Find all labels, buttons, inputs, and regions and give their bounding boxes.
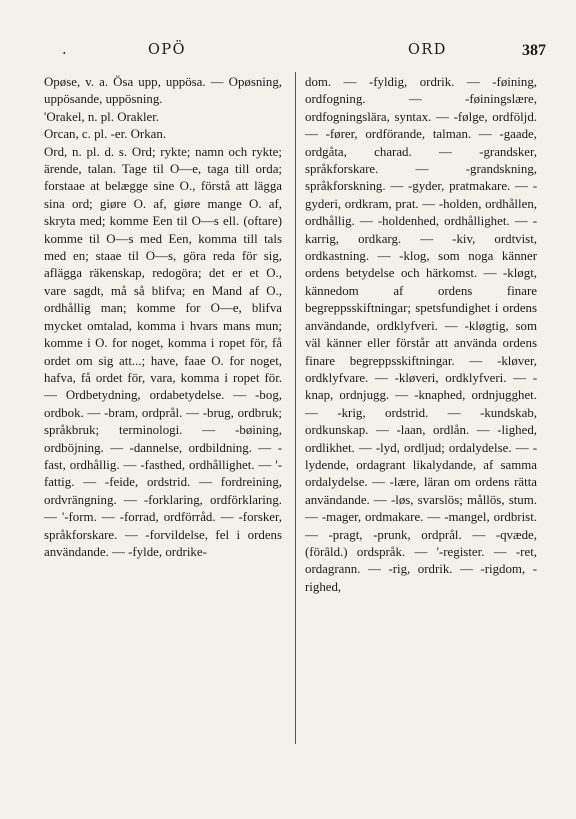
- entry-text: dom. — -fyldig, ordrik. — -føining, ordfogning. — -føiningslære, ordfogningslära, syntax. — -følge, ordföljd. — -fører, ordförande, talman. — -gaade, ordgåta, charad. — -grandsker, språkforskare. — -grandskning, språkforskning. — -gyder, pratmakare. — -gyderi, ordkram, prat. — -holden, ordhållen, ordhållig. — -holdenhed, ordhållighet. — -karrig, ordkarg. — -kiv, ordtvist, ordkastning. — -klog, som noga känner ordens betydelse och härkomst. — -kløgt, kännedom af ordens finare begreppsskiftningar; spetsfundighet i ordens användande, ordklyfveri. — -kløgtig, som väl känner eller förstår att använda ordens finare begreppsskiftningar. — -kløver, ordklyfvare. — -kløveri, ordklyfveri. — -knap, ordnjugg. — -knaphed, ordnjugghet. — -krig, ordstrid. — -kundskab, ordkunskap. — -laan, ordlån. — -lighed, ordlikhet. — -lyd, ordljud; ordalydelse. — -lydende, ordagrant likalydande, af samma ordalydelse. — -lære, läran om ordens rätta användande. — -løs, svarslös; mållös, stum. — -mager, ordmakare. — -mangel, ordbrist. — -pragt, -prunk, ordprål. — -qvæde, (förâld.) ordspråk. — '-register. — -ret, ordagrann. — -rig, ordrik. — -rigdom, -righed,: [305, 75, 537, 594]
- header-last-word: ORD: [408, 42, 447, 58]
- page-number: 387: [522, 42, 546, 59]
- header-dot: .: [62, 42, 69, 58]
- header-first-word: OPÖ: [148, 42, 187, 58]
- page-header: [30, 42, 546, 64]
- left-column: [44, 74, 282, 561]
- entry-text: Orcan, c. pl. -er. Orkan.: [44, 127, 167, 142]
- entry-text: Opøse, v. a. Ösa upp, uppösa. — Opøsning, uppösande, uppösning.: [44, 75, 282, 107]
- column-divider: [295, 72, 296, 744]
- entry-text: 'Orakel, n. pl. Orakler.: [44, 109, 160, 124]
- right-column: [305, 74, 537, 596]
- entry-text: Ord, n. pl. d. s. Ord; rykte; namn och rykte; ärende, talan. Tage til O—e, taga till orda; forstaae at belægge sine O., förstå att lägga sina ord; giøre O. af, giøre mange O. af, skryta med; komme Een til O—s ell. (oftare) komme til O—s med Een, komma till tals med en; staae til O—s, göra reda för sig, aflägga räkenskap, redogöra; det er et O., vare sagdt, må så blifva; en Mand af O., ordhållig man; komme for O—e, blifva mycket omtalad, komma i hvars mans mun; komme i O. for noget, komma i ropet för, få ordet om sig att...; have, faae O. for noget, hafva, få ordet för, vara, komma i ropet för. — Ordbetydning, ordabetydelse. — -bog, ordbok. — -bram, ordprål. — -brug, ordbruk; språkbruk; terminologi. — -bøining, ordböjning. — -dannelse, ordbildning. — -fast, ordhållig. — -fasthed, ordhållighet. — '-fattig. — -feide, ordstrid. — fordreining, ordvrängning. — -forklaring, ordförklaring. — '-form. — -forrad, ordförråd. — -forsker, språkforskare. — -forvildelse, fel i ordens användande. — -fylde, ordrike-: [44, 144, 282, 559]
